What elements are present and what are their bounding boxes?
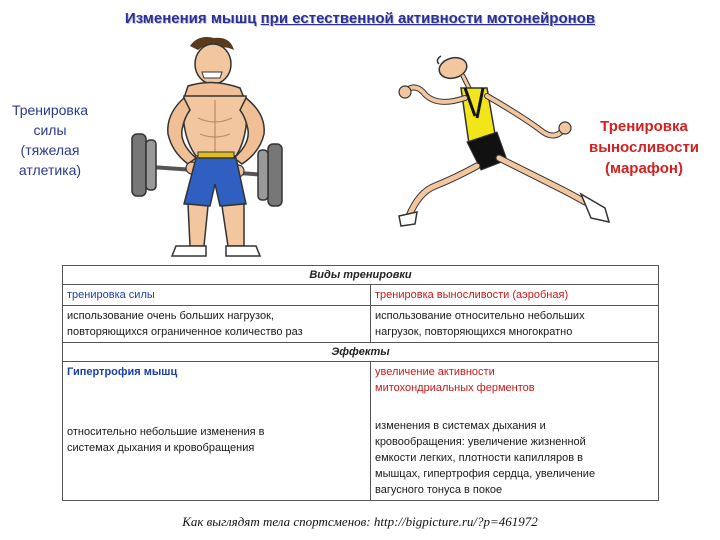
- lifter-right-shoe: [226, 246, 260, 256]
- runner-front-hand: [559, 122, 571, 134]
- table-row: [63, 343, 659, 362]
- endurance-type-cell: тренировка выносливости (аэробная): [371, 285, 659, 306]
- endurance-effect-secondary-line-3: емкости легких, плотности капилляров в: [375, 452, 583, 464]
- endurance-load-line-2: нагрузок, повторяющихся многократно: [375, 326, 573, 338]
- strength-load-line-1: использование очень больших нагрузок,: [67, 310, 274, 322]
- types-header: Виды тренировки: [63, 266, 659, 285]
- endurance-effect-secondary-line-5: вагусного тонуса в покое: [375, 484, 503, 496]
- strength-type-cell: тренировка силы: [63, 285, 371, 306]
- page-title: [0, 10, 720, 27]
- lifter-left-shoe: [172, 246, 206, 256]
- barbell-plate-right-outer: [268, 144, 282, 206]
- endurance-label-line-3: (марафон): [605, 160, 683, 177]
- endurance-training-label: [574, 116, 714, 179]
- title-part-1: Изменения мышц: [124, 10, 261, 27]
- training-comparison-table: [62, 265, 659, 501]
- endurance-load-cell: [371, 306, 659, 343]
- runner-back-shoe: [399, 212, 417, 226]
- title-part-2: при естественной активности мотонейронов: [260, 10, 596, 27]
- strength-training-label: [4, 100, 96, 180]
- weightlifter-illustration: [118, 34, 298, 262]
- effects-header: Эффекты: [63, 343, 659, 362]
- strength-effect-secondary-line-1: относительно небольшие изменения в: [67, 426, 265, 438]
- runner-front-shoe: [581, 194, 609, 222]
- source-caption: Как выглядят тела спортсменов: http://bigpicture.ru/?p=461972: [182, 514, 538, 529]
- strength-effect-secondary-line-2: системах дыхания и кровобращения: [67, 442, 255, 454]
- endurance-effect-main-line-2: митохондриальных ферментов: [375, 382, 535, 394]
- endurance-effect-main-line-1: увеличение активности: [375, 366, 495, 378]
- endurance-effect-secondary-line-2: кровообращения: увеличение жизненной: [375, 436, 586, 448]
- strength-load-cell: [63, 306, 371, 343]
- strength-label-line-1: Тренировка: [11, 102, 89, 118]
- strength-effects-cell: [63, 362, 371, 501]
- strength-load-line-2: повторяющихся ограниченное количество раз: [67, 326, 303, 338]
- barbell-plate-left-inner: [146, 140, 156, 190]
- endurance-effect-secondary-line-1: изменения в системах дыхания и: [375, 420, 546, 432]
- lifter-right-leg: [222, 204, 244, 246]
- endurance-load-line-1: использование относительно небольших: [375, 310, 585, 322]
- table-row: [63, 285, 659, 306]
- endurance-label-line-2: выносливости: [588, 139, 700, 156]
- table-row: [63, 306, 659, 343]
- barbell-plate-left-outer: [132, 134, 146, 196]
- endurance-effects-cell: [371, 362, 659, 501]
- strength-label-line-2: силы: [33, 122, 67, 138]
- barbell-plate-right-inner: [258, 150, 268, 200]
- table-row: [63, 266, 659, 285]
- strength-label-line-4: атлетика): [18, 162, 82, 178]
- strength-label-line-3: (тяжелая: [20, 142, 80, 158]
- lifter-teeth: [202, 72, 222, 78]
- strength-effect-main: Гипертрофия мышц: [67, 366, 178, 378]
- table-row: [63, 362, 659, 501]
- lifter-left-leg: [188, 204, 208, 246]
- runner-back-hand: [399, 86, 411, 98]
- endurance-label-line-1: Тренировка: [600, 118, 688, 135]
- endurance-effect-secondary-line-4: мышцах, гипертрофия сердца, увеличение: [375, 468, 596, 480]
